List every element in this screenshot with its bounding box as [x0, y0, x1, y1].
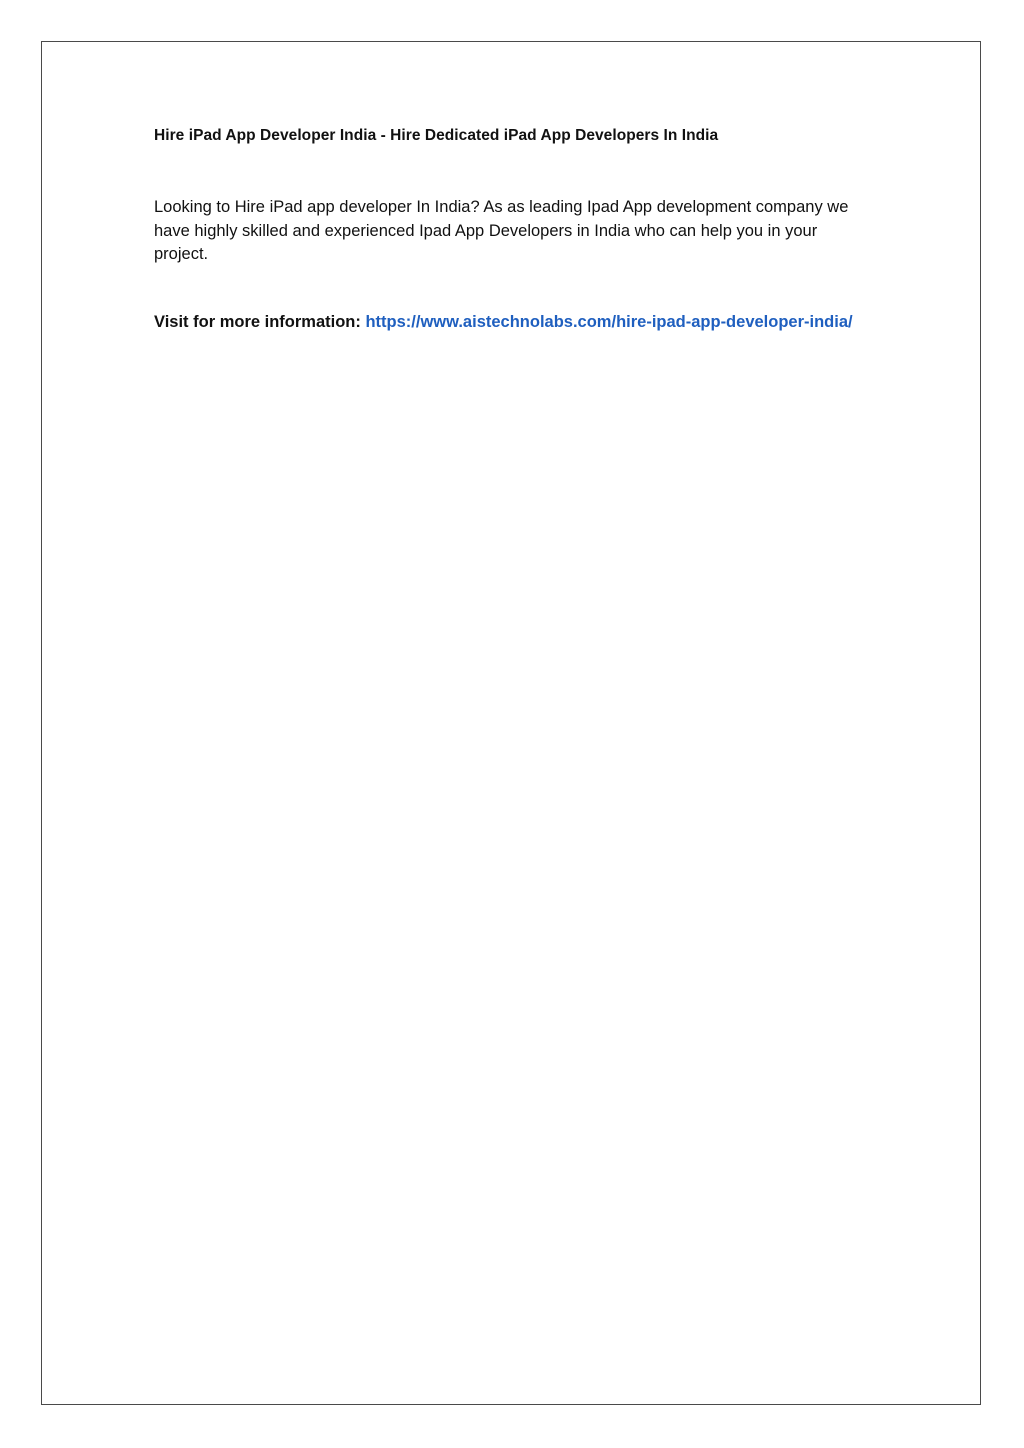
visit-label: Visit for more information:	[154, 312, 366, 331]
document-title: Hire iPad App Developer India - Hire Dedicated iPad App Developers In India	[154, 127, 719, 144]
document-paragraph: Looking to Hire iPad app developer In India? As as leading Ipad App development company we have highly skilled and experienced Ipad App Developers in India who can help you in your project.	[154, 198, 849, 263]
website-link[interactable]: https://www.aistechnolabs.com/hire-ipad-app-developer-india/	[365, 312, 853, 331]
visit-line	[154, 311, 854, 335]
document-content	[154, 126, 874, 334]
